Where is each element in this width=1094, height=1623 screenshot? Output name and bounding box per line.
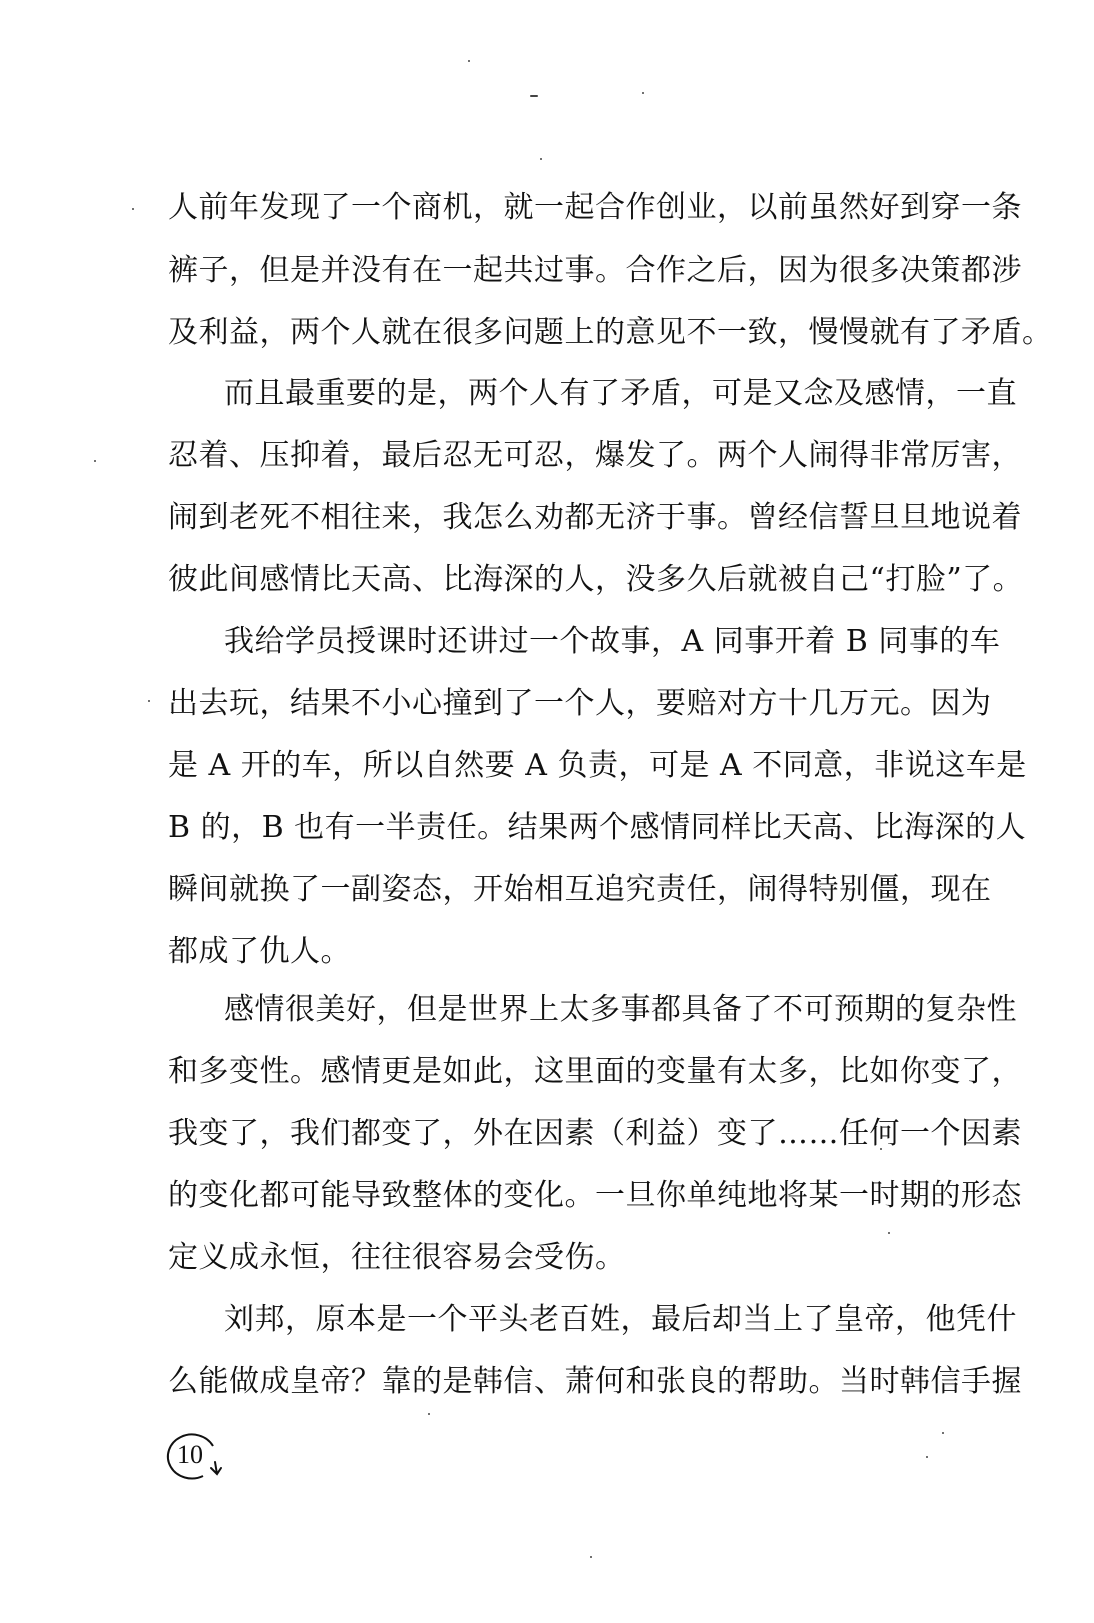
text-line: 都成了仇人。	[168, 934, 351, 969]
text-line: 及利益，两个人就在很多问题上的意见不一致，慢慢就有了矛盾。	[168, 315, 1053, 350]
text-line: 定义成永恒，往往很容易会受伤。	[168, 1240, 626, 1275]
text-line: 忍着、压抑着，最后忍无可忍，爆发了。两个人闹得非常厉害，	[168, 438, 1022, 473]
scan-speck	[132, 208, 134, 210]
scan-speck	[540, 158, 542, 160]
scan-speck	[530, 95, 538, 97]
scan-speck	[888, 1232, 890, 1234]
scan-speck	[468, 60, 470, 62]
text-line: 瞬间就换了一副姿态，开始相互追究责任，闹得特别僵，现在	[168, 872, 992, 907]
page-number: 10	[177, 1440, 203, 1469]
text-line: 么能做成皇帝？靠的是韩信、萧何和张良的帮助。当时韩信手握	[168, 1364, 1022, 1399]
text-line: 我给学员授课时还讲过一个故事，A 同事开着 B 同事的车	[224, 624, 1001, 659]
text-line: 的变化都可能导致整体的变化。一旦你单纯地将某一时期的形态	[168, 1178, 1022, 1213]
text-line: 而且最重要的是，两个人有了矛盾，可是又念及感情，一直	[224, 376, 1017, 411]
scan-speck	[148, 700, 150, 702]
text-line: B 的，B 也有一半责任。结果两个感情同样比天高、比海深的人	[168, 810, 1027, 845]
text-line: 刘邦，原本是一个平头老百姓，最后却当上了皇帝，他凭什	[224, 1302, 1017, 1337]
text-line: 是 A 开的车，所以自然要 A 负责，可是 A 不同意，非说这车是	[168, 748, 1027, 783]
text-line: 和多变性。感情更是如此，这里面的变量有太多，比如你变了，	[168, 1054, 1022, 1089]
text-line: 我变了，我们都变了，外在因素（利益）变了……任何一个因素	[168, 1116, 1022, 1151]
text-line: 感情很美好，但是世界上太多事都具备了不可预期的复杂性	[224, 992, 1017, 1027]
scan-speck	[926, 1456, 928, 1458]
text-line: 出去玩，结果不小心撞到了一个人，要赔对方十几万元。因为	[168, 686, 992, 721]
scan-speck	[942, 1432, 944, 1434]
text-line: 闹到老死不相往来，我怎么劝都无济于事。曾经信誓旦旦地说着	[168, 500, 1022, 535]
scan-speck	[428, 1413, 430, 1415]
scan-speck	[590, 1556, 592, 1558]
scan-speck	[642, 92, 644, 94]
page-number-badge	[163, 1430, 233, 1482]
text-line: 裤子，但是并没有在一起共过事。合作之后，因为很多决策都涉	[168, 253, 1022, 288]
text-line: 人前年发现了一个商机，就一起合作创业，以前虽然好到穿一条	[168, 190, 1022, 225]
scan-speck	[94, 460, 96, 462]
text-line: 彼此间感情比天高、比海深的人，没多久后就被自己“打脸”了。	[168, 562, 1024, 597]
